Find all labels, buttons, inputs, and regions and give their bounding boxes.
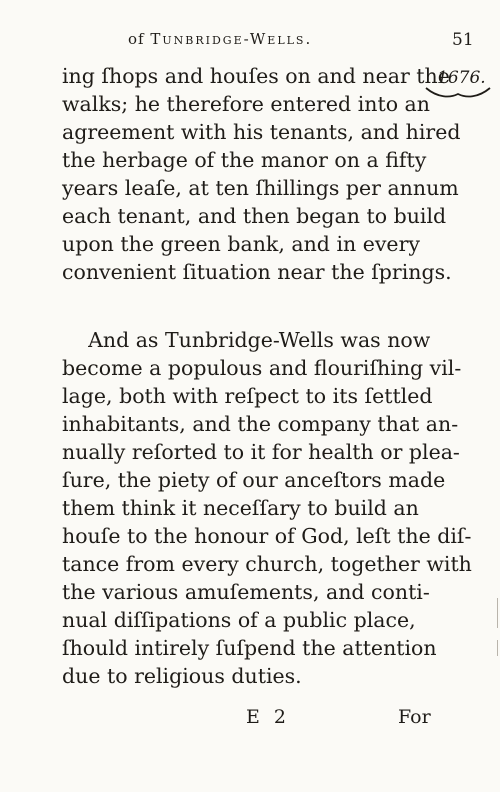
text-line: ſure, the piety of our anceſtors made	[62, 468, 446, 492]
text-line: inhabitants, and the company that an-	[62, 412, 459, 436]
signature-mark: E 2	[246, 706, 290, 728]
text-line: nual diſſipations of a public place,	[62, 608, 416, 632]
running-head-prefix: of	[128, 30, 145, 48]
text-line: houſe to the honour of God, leſt the diſ-	[62, 524, 472, 548]
text-line: lage, both with reſpect to its ſettled	[62, 384, 433, 408]
text-line: And as Tunbridge-Wells was now	[62, 328, 431, 352]
page-edge-mark	[497, 640, 498, 656]
text-line: nually reſorted to it for health or plea-	[62, 440, 460, 464]
text-line: walks; he therefore entered into an	[62, 92, 430, 116]
catchword: For	[398, 706, 431, 728]
text-line: due to religious duties.	[62, 664, 302, 688]
text-line: years leaſe, at ten ſhillings per annum	[62, 176, 459, 200]
margin-note-year: 1676.	[437, 68, 486, 88]
text-line: the herbage of the manor on a fifty	[62, 148, 427, 172]
text-line: upon the green bank, and in every	[62, 232, 420, 256]
text-line: ing ſhops and houſes on and near the	[62, 64, 450, 88]
text-line: convenient ſituation near the ſprings.	[62, 260, 452, 284]
running-head	[128, 30, 312, 48]
page-edge-mark	[497, 598, 498, 628]
text-line: become a populous and flouriſhing vil-	[62, 356, 462, 380]
text-line: tance from every church, together with	[62, 552, 472, 576]
text-line: each tenant, and then began to build	[62, 204, 447, 228]
running-head-title: Tunbridge-Wells.	[150, 30, 313, 48]
page-number: 51	[452, 30, 474, 50]
text-line: agreement with his tenants, and hired	[62, 120, 461, 144]
text-line: ſhould intirely ſuſpend the attention	[62, 636, 437, 660]
text-line: them think it neceſſary to build an	[62, 496, 419, 520]
text-line: the various amuſements, and conti-	[62, 580, 430, 604]
